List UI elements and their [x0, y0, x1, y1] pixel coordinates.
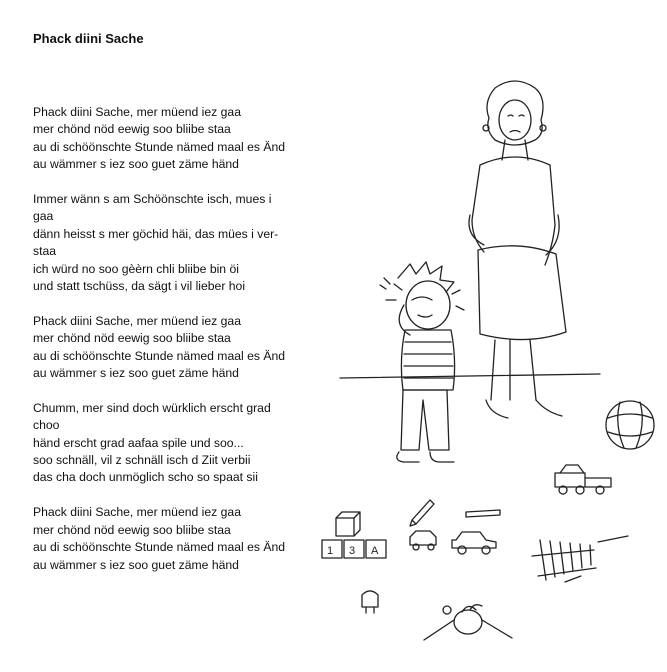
lyric-line: au di schöönschte Stunde nämed maal es Änd: [33, 348, 286, 363]
stanza: [33, 191, 323, 295]
stanza: [33, 504, 323, 574]
lyric-line: au wämmer s iez soo guet zäme händ: [33, 366, 239, 381]
toy-truck: [555, 465, 611, 494]
lyric-line: und statt tschüss, da sägt i vil lieber hoi: [33, 279, 246, 294]
stanza: [33, 313, 323, 383]
lyric-line: ich würd no soo gèèrn chli bliibe bin öi: [33, 261, 239, 276]
lyric-line: Immer wänn s am Schöönschte isch, mues i: [33, 192, 272, 207]
lyric-line: choo: [33, 418, 60, 433]
lyric-line: Chumm, mer sind doch würklich erscht grad: [33, 400, 271, 415]
document-title: Phack diini Sache: [33, 31, 144, 46]
mother-figure: [469, 81, 566, 418]
lyric-line: staa: [33, 244, 57, 259]
pencils: [410, 500, 500, 526]
lyric-line: gaa: [33, 209, 54, 224]
lyric-line: au wämmer s iez soo guet zäme händ: [33, 157, 239, 172]
lyric-line: mer chönd nöd eewig soo bliibe staa: [33, 522, 231, 537]
lyric-line: das cha doch unmöglich scho so spaat sii: [33, 470, 258, 485]
lyric-line: Phack diini Sache, mer müend iez gaa: [33, 505, 241, 520]
lyrics: [33, 104, 323, 591]
lyric-line: mer chönd nöd eewig soo bliibe staa: [33, 122, 231, 137]
xylophone: [532, 536, 628, 582]
ball: [606, 401, 654, 449]
stanza: [33, 104, 323, 174]
block-label: A: [371, 545, 379, 557]
doll: [424, 605, 512, 640]
lyric-line: soo schnäll, vil z schnäll isch d Ziit verbii: [33, 453, 251, 468]
lyric-line: Phack diini Sache, mer müend iez gaa: [33, 105, 241, 119]
lyric-line: Phack diini Sache, mer müend iez gaa: [33, 313, 241, 328]
block-label: 3: [349, 545, 356, 557]
stanza: [33, 400, 323, 487]
lyric-line: au di schöönschte Stunde nämed maal es Änd: [33, 540, 286, 555]
lyric-line: händ erscht grad aafaa spile und soo...: [33, 435, 244, 450]
lyric-line: dänn heisst s mer göchid häi, das mües i ver-: [33, 226, 279, 241]
floor-line: [340, 374, 600, 378]
lyric-line: au wämmer s iez soo guet zäme händ: [33, 557, 239, 572]
toy-blocks: [322, 512, 386, 558]
illustration: [310, 80, 667, 667]
toy-cars: [410, 531, 496, 554]
lyric-line: mer chönd nöd eewig soo bliibe staa: [33, 331, 231, 346]
lyric-line: au di schöönschte Stunde nämed maal es Änd: [33, 139, 286, 154]
block-label: 1: [327, 545, 334, 557]
small-toy: [362, 591, 378, 613]
child-figure: [380, 262, 464, 462]
